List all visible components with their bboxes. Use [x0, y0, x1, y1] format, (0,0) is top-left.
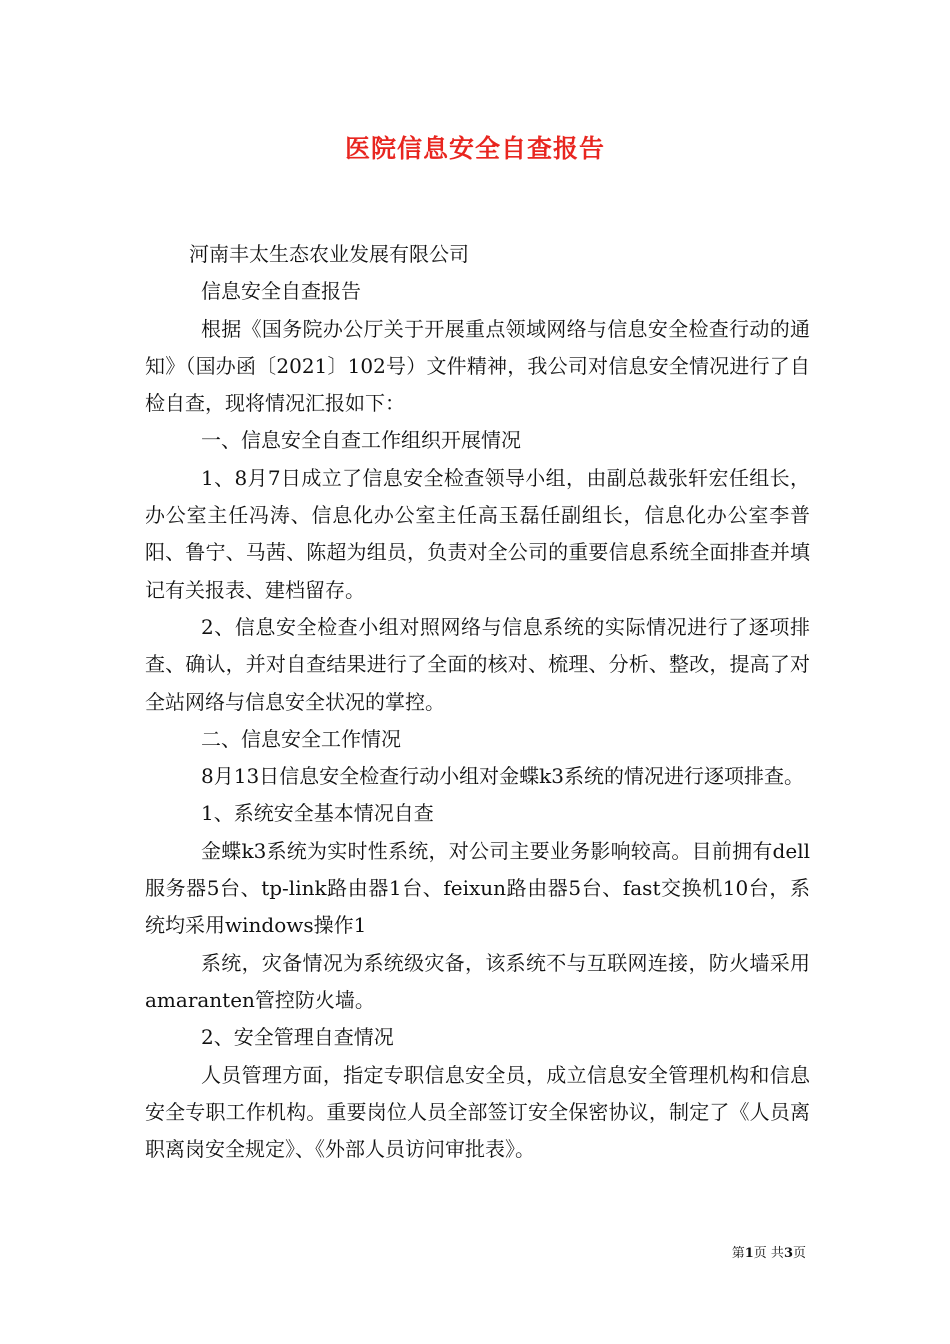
footer-page-number: 1 [744, 1246, 754, 1261]
page-footer [732, 1245, 806, 1263]
paragraph-system-basics: 金蝶k3系统为实时性系统，对公司主要业务影响较高。目前拥有dell服务器5台、tp-link路由器1台、feixun路由器5台、fast交换机10台，系统均采用windows操作1 [145, 838, 810, 938]
heading-section-2: 二、信息安全工作情况 [201, 726, 401, 751]
paragraph-personnel-management: 人员管理方面，指定专职信息安全员，成立信息安全管理机构和信息安全专职工作机构。重要岗位人员全部签订安全保密协议，制定了《人员离职离岗安全规定》、《外部人员访问审批表》。 [145, 1062, 810, 1162]
paragraph-item-1: 1、8月7日成立了信息安全检查领导小组，由副总裁张轩宏任组长，办公室主任冯涛、信息化办公室主任高玉磊任副组长，信息化办公室李普阳、鲁宁、马茜、陈超为组员，负责对全公司的重要信息系统全面排查并填记有关报表、建档留存。 [145, 465, 810, 602]
paragraph-subtitle: 信息安全自查报告 [201, 279, 361, 304]
heading-subsection-1: 1、系统安全基本情况自查 [201, 801, 434, 826]
footer-suffix: 页 [792, 1246, 806, 1261]
document-title: 医院信息安全自查报告 [344, 134, 605, 163]
paragraph-item-2: 2、信息安全检查小组对照网络与信息系统的实际情况进行了逐项排查、确认，并对自查结果进行了全面的核对、梳理、分析、整改，提高了对全站网络与信息安全状况的掌控。 [145, 614, 810, 714]
paragraph-intro: 根据《国务院办公厅关于开展重点领域网络与信息安全检查行动的通知》（国办函〔2021〕102号）文件精神，我公司对信息安全情况进行了自检自查，现将情况汇报如下： [145, 316, 810, 416]
paragraph-inspection-date: 8月13日信息安全检查行动小组对金蝶k3系统的情况进行逐项排查。 [201, 764, 805, 789]
footer-prefix: 第 [731, 1246, 745, 1261]
heading-subsection-2: 2、安全管理自查情况 [201, 1025, 394, 1050]
footer-middle: 页 共 [753, 1246, 784, 1261]
footer-total-pages: 3 [783, 1246, 793, 1261]
paragraph-company-name: 河南丰太生态农业发展有限公司 [189, 242, 469, 266]
paragraph-disaster-recovery: 系统，灾备情况为系统级灾备，该系统不与互联网连接，防火墙采用amaranten管控防火墙。 [145, 950, 810, 1012]
heading-section-1: 一、信息安全自查工作组织开展情况 [201, 428, 521, 453]
document-body [145, 236, 810, 1168]
